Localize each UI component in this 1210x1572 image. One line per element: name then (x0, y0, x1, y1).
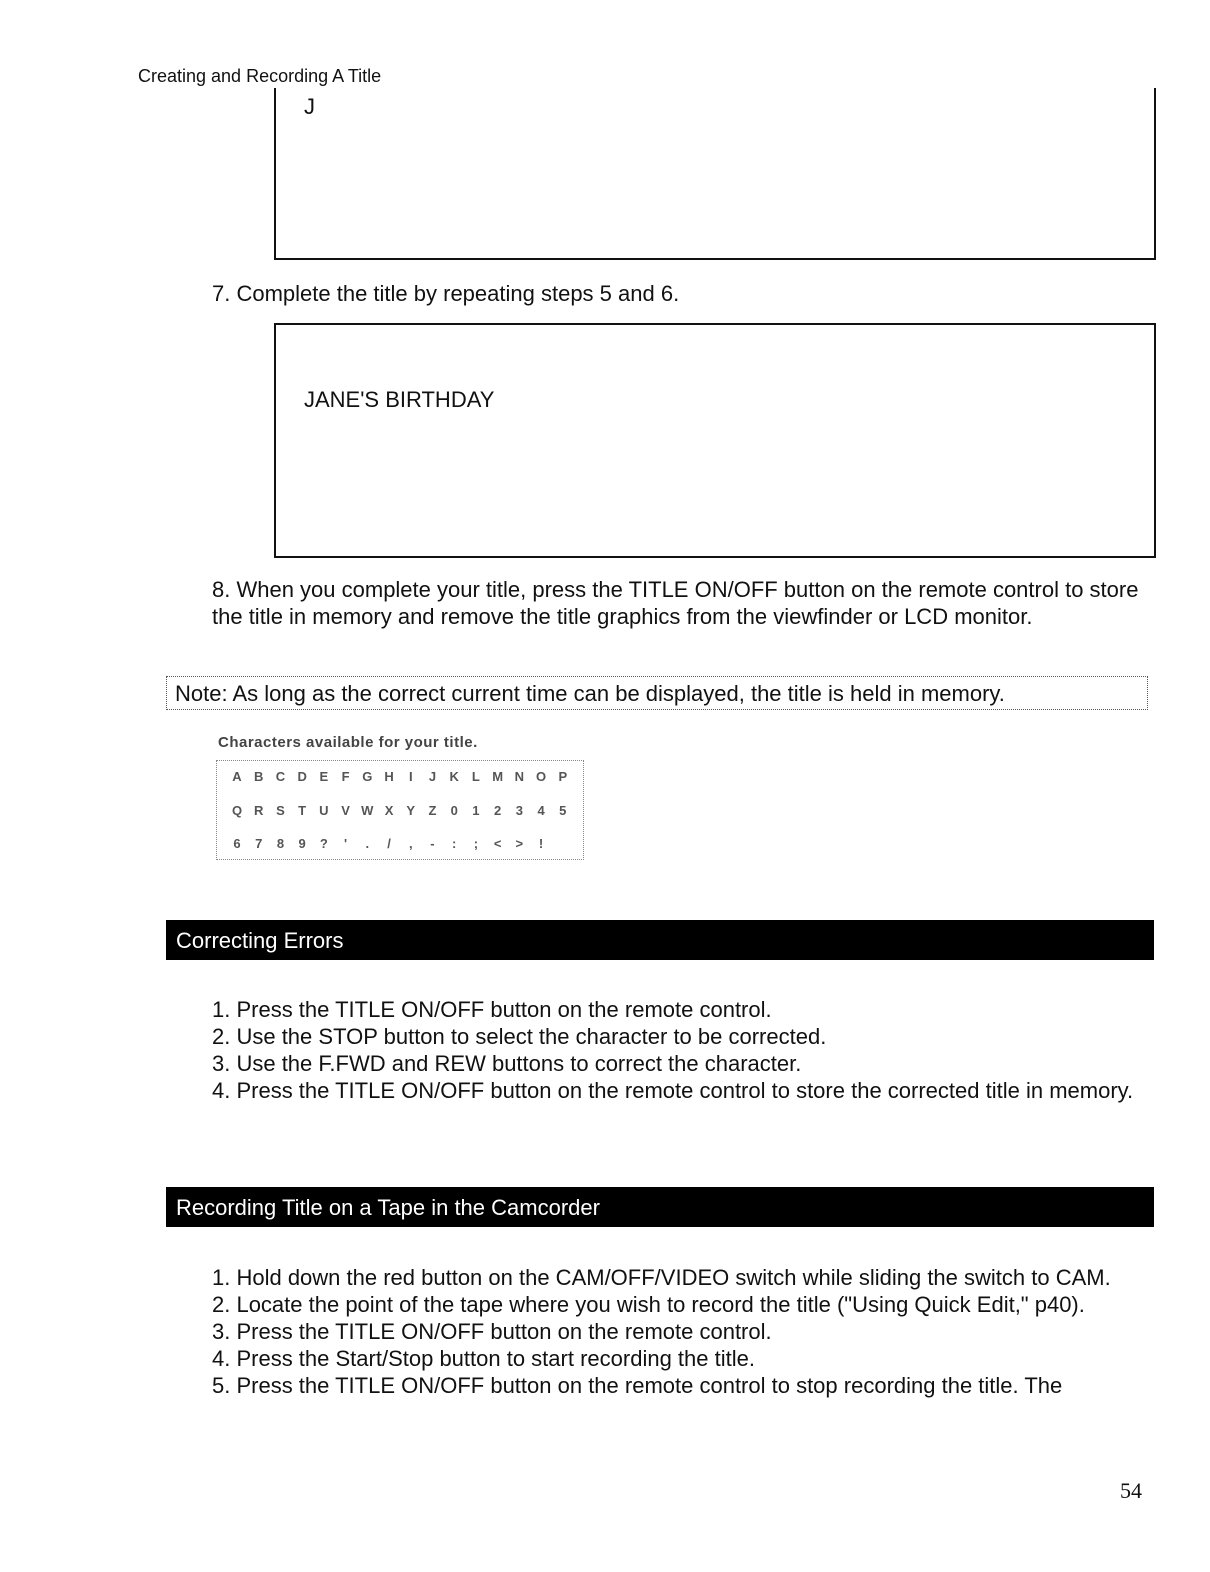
characters-row-1 (227, 769, 573, 784)
character-cell: . (365, 836, 370, 851)
title-screen-preview-2 (274, 323, 1156, 558)
title-screen-text-2: JANE'S BIRTHDAY (304, 387, 495, 412)
character-cell: M (492, 769, 504, 784)
character-cell (553, 836, 573, 851)
memory-note: Note: As long as the correct current time can be displayed, the title is held in memory. (166, 676, 1148, 710)
character-cell: > (515, 836, 524, 851)
list-item: 3. Press the TITLE ON/OFF button on the remote control. (212, 1319, 772, 1344)
step-8-text: 8. When you complete your title, press the TITLE ON/OFF button on the remote control to store the title in memory and remove the title graphics from the viewfinder or LCD monitor. (212, 577, 1139, 629)
character-cell: P (558, 769, 568, 784)
character-cell: / (387, 836, 391, 851)
character-cell: I (408, 769, 413, 784)
recording-steps-list (212, 1264, 1142, 1399)
character-cell: ! (538, 836, 544, 851)
character-cell: H (384, 769, 394, 784)
character-cell: U (319, 802, 329, 818)
character-cell: 5 (559, 802, 567, 818)
character-cell: , (408, 836, 413, 851)
character-cell: E (319, 769, 329, 784)
character-cell: O (536, 769, 547, 784)
list-item: 2. Use the STOP button to select the character to be corrected. (212, 1024, 827, 1049)
character-cell: F (341, 769, 350, 784)
character-cell: 6 (233, 836, 241, 851)
running-header: Creating and Recording A Title (138, 66, 382, 86)
character-cell: N (514, 769, 525, 784)
character-cell: 8 (276, 836, 285, 851)
character-cell: 9 (298, 836, 306, 851)
character-cell: 7 (255, 836, 263, 851)
title-screen-preview-1 (274, 88, 1156, 260)
character-cell: Y (406, 802, 416, 818)
character-cell: R (254, 802, 264, 818)
character-cell: V (341, 802, 350, 818)
title-screen-text-1: J (304, 94, 315, 119)
character-cell: ? (319, 836, 328, 851)
character-cell: W (361, 802, 374, 818)
section-heading-correcting-errors: Correcting Errors (166, 920, 1154, 960)
list-item: 1. Press the TITLE ON/OFF button on the remote control. (212, 997, 772, 1022)
character-cell: A (232, 769, 242, 784)
character-cell: 0 (450, 802, 458, 818)
step-7-text: 7. Complete the title by repeating steps 5 and 6. (212, 281, 680, 306)
list-item: 4. Press the TITLE ON/OFF button on the remote control to store the corrected title in memory. (212, 1078, 1134, 1103)
character-cell: - (430, 836, 435, 851)
character-cell: B (254, 769, 264, 784)
page-number: 54 (1120, 1478, 1142, 1503)
list-item: 5. Press the TITLE ON/OFF button on the remote control to stop recording the title. The (212, 1373, 1063, 1398)
character-cell: T (298, 802, 307, 818)
character-cell: C (275, 769, 286, 784)
character-cell: J (428, 769, 437, 784)
character-cell: D (297, 769, 307, 784)
character-cell: Z (428, 802, 437, 818)
character-cell: X (384, 802, 394, 818)
character-cell: Q (231, 802, 243, 818)
character-cell: ; (473, 836, 479, 851)
character-cell: L (471, 769, 480, 784)
list-item: 1. Hold down the red button on the CAM/OFF/VIDEO switch while sliding the switch to CAM. (212, 1265, 1111, 1290)
character-cell: 2 (494, 802, 502, 818)
characters-row-3 (227, 836, 573, 851)
character-cell: S (276, 802, 285, 818)
character-cell: < (493, 836, 502, 851)
character-cell: 4 (537, 802, 545, 818)
characters-grid (216, 760, 584, 860)
list-item: 3. Use the F.FWD and REW buttons to correct the character. (212, 1051, 802, 1076)
character-cell: G (362, 769, 373, 784)
character-cell: 1 (472, 802, 480, 818)
correcting-steps-list (212, 996, 1142, 1104)
character-cell: ' (344, 836, 348, 851)
list-item: 2. Locate the point of the tape where you wish to record the title ("Using Quick Edit," p40). (212, 1292, 1085, 1317)
character-cell: K (449, 769, 459, 784)
characters-caption: Characters available for your title. (218, 734, 478, 751)
character-cell: : (452, 836, 457, 851)
section-heading-recording-title: Recording Title on a Tape in the Camcorder (166, 1187, 1154, 1227)
list-item: 4. Press the Start/Stop button to start recording the title. (212, 1346, 755, 1371)
characters-row-2 (227, 803, 573, 818)
character-cell: 3 (515, 802, 523, 818)
